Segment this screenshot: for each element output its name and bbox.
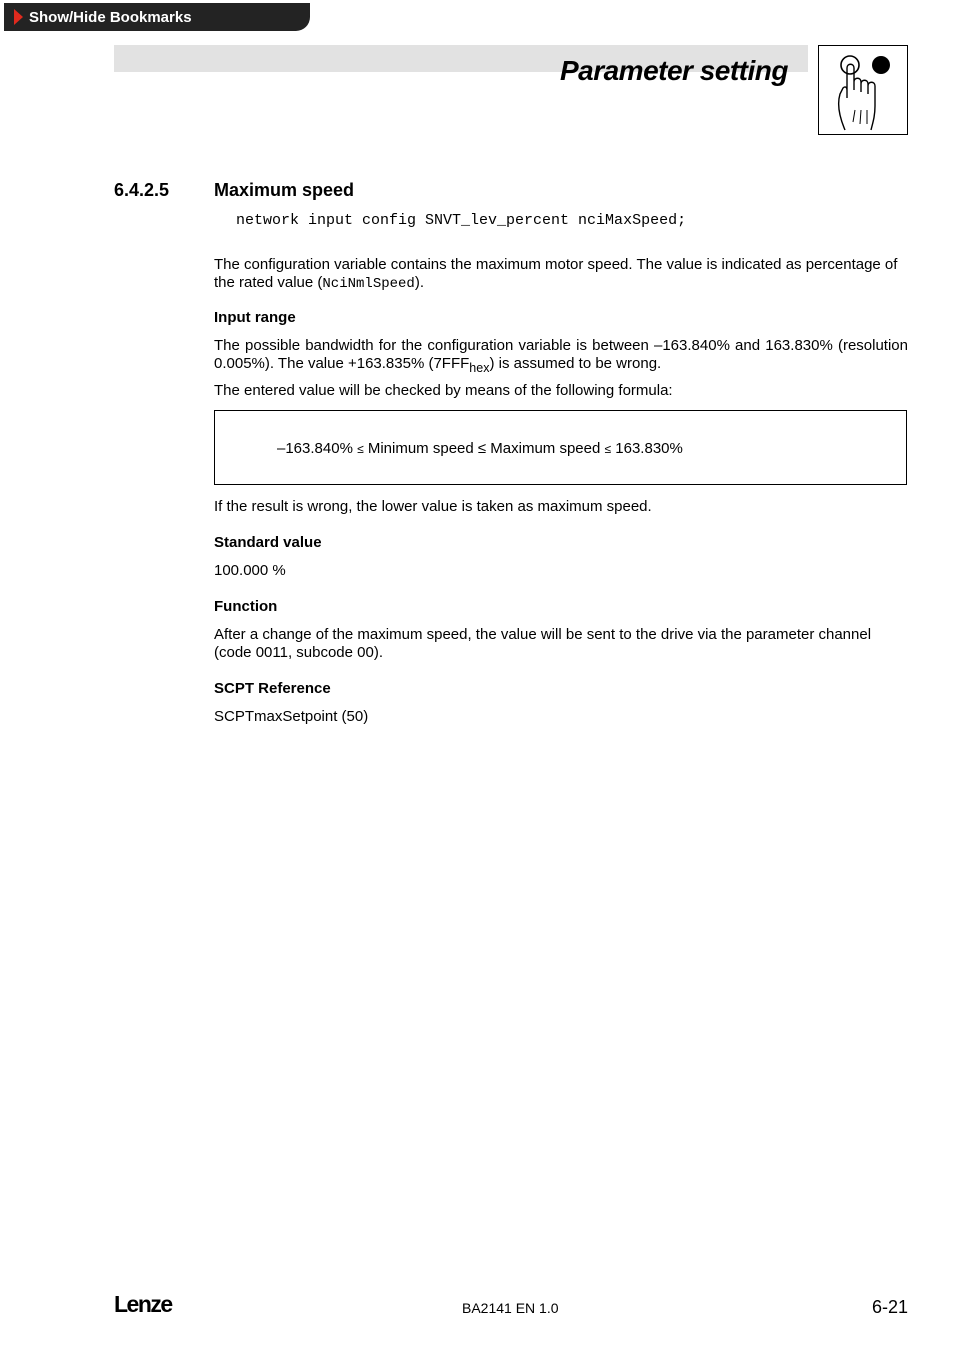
- standard-value-heading: Standard value: [214, 534, 322, 551]
- document-id: BA2141 EN 1.0: [462, 1300, 559, 1316]
- function-heading: Function: [214, 598, 278, 615]
- scpt-reference-value: SCPTmaxSetpoint (50): [214, 708, 369, 725]
- formula: [277, 440, 683, 457]
- input-range-heading: Input range: [214, 309, 296, 326]
- formula-le-symbol: ≤: [357, 442, 364, 456]
- page-number: 6-21: [871, 1297, 908, 1317]
- formula-max-speed: Maximum speed: [490, 440, 601, 457]
- scpt-reference-heading: SCPT Reference: [214, 680, 331, 697]
- lenze-logo: Lenze: [114, 1291, 172, 1317]
- page-header-title: Parameter setting: [559, 55, 788, 86]
- result-note: If the result is wrong, the lower value is taken as maximum speed.: [214, 498, 652, 515]
- input-range-text: The possible bandwidth for the configuration variable is between –163.840% and 163.830% (resolution 0.005%). The value +163.835% (7FFF: [214, 337, 908, 372]
- hex-subscript: hex: [469, 361, 490, 375]
- intro-code: NciNmlSpeed: [322, 276, 415, 292]
- intro-text: The configuration variable contains the maximum motor speed. The value is indicated as percentage of the rated value (: [214, 256, 898, 291]
- function-text: After a change of the maximum speed, the value will be sent to the drive via the parameter channel (code 0011, subcode 00).: [214, 626, 872, 661]
- formula-box: [214, 410, 907, 485]
- formula-le-symbol: ≤: [604, 442, 612, 456]
- section-title: Maximum speed: [214, 180, 355, 200]
- formula-intro: The entered value will be checked by means of the following formula:: [214, 382, 673, 399]
- formula-min-speed: Minimum speed: [367, 440, 474, 457]
- intro-paragraph: [214, 256, 908, 293]
- formula-upper-bound: 163.830%: [615, 440, 683, 457]
- triangle-right-icon: [14, 9, 23, 25]
- input-range-paragraph: [214, 337, 908, 377]
- show-hide-bookmarks-button[interactable]: [4, 3, 310, 31]
- formula-lower-bound: –163.840%: [277, 440, 353, 457]
- standard-value: 100.000 %: [214, 562, 286, 579]
- intro-text-end: ).: [414, 274, 424, 291]
- hand-pressing-buttons-icon: [818, 45, 908, 135]
- network-variable-declaration: network input config SNVT_lev_percent nciMaxSpeed;: [236, 212, 687, 229]
- formula-le-symbol: ≤: [477, 440, 487, 457]
- input-range-text-end: ) is assumed to be wrong.: [489, 355, 662, 372]
- bookmarks-label: Show/Hide Bookmarks: [29, 8, 192, 26]
- section-number: 6.4.2.5: [114, 180, 170, 200]
